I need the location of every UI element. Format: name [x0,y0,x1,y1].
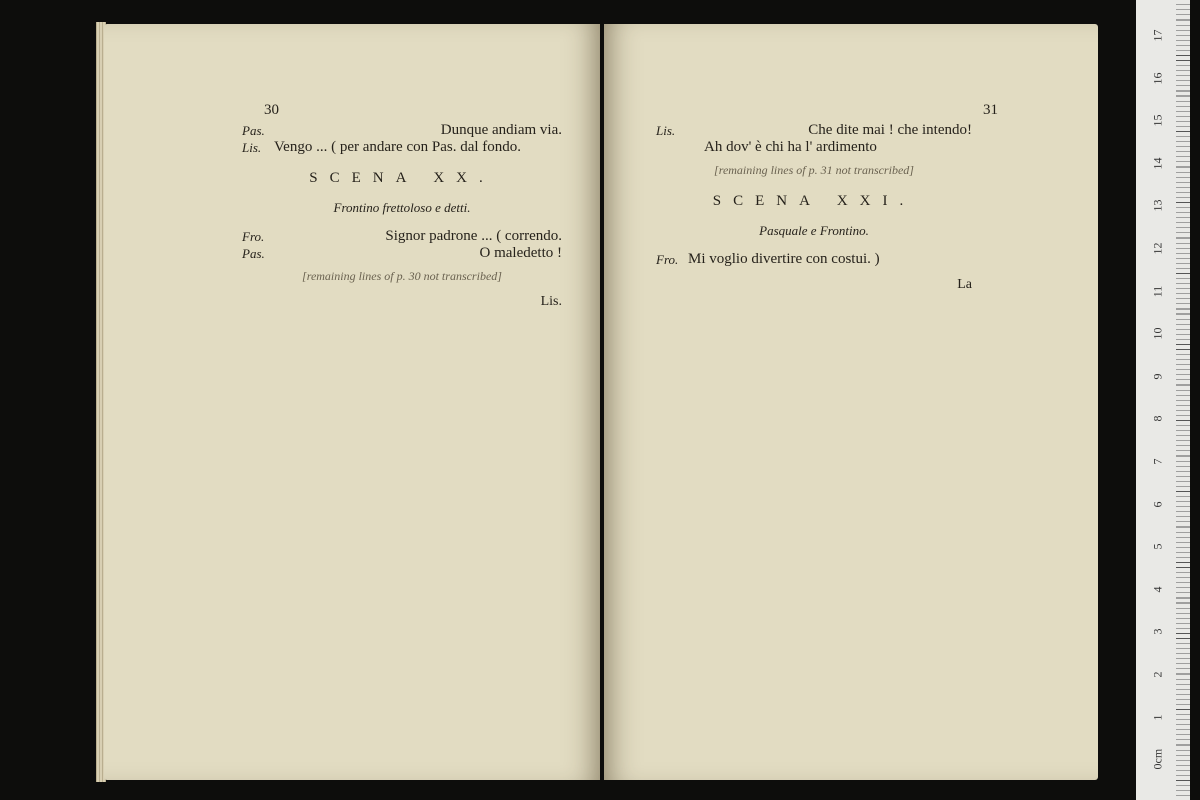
scene-heading: SCENA XXI. [712,193,916,209]
catchword: La [957,277,972,292]
ruler-label: 3 [1150,628,1165,635]
ruler-label: 10 [1150,327,1165,340]
ruler-label: 13 [1150,199,1165,212]
open-book [96,18,1106,786]
dialogue-line: Ah dov' è chi ha l' ardimento [704,139,877,155]
ruler-label: 1 [1150,714,1165,721]
ruler-label: 16 [1150,72,1165,85]
ruler-label: 4 [1150,586,1165,593]
page-text [242,122,562,310]
omission-note: [remaining lines of p. 31 not transcribed] [714,163,914,177]
dialogue-line: Fro. Signor padrone ... ( correndo. [242,228,562,244]
dialogue-line: Lis. Vengo ... ( per andare con Pas. dal fondo. [242,139,522,155]
ruler-label: 5 [1150,543,1165,550]
ruler-label: 12 [1150,242,1165,255]
ruler-label: 6 [1150,501,1165,508]
page-text [656,122,972,293]
measuring-ruler [1136,0,1190,800]
right-page [604,24,1098,780]
dialogue-line: Pas. O maledetto ! [242,245,562,261]
ruler-label: 14 [1150,157,1165,170]
dialogue-line: Fro. Mi voglio divertire con costui. ) [656,251,880,267]
page-number: 31 [983,102,998,118]
ruler-label: 17 [1150,29,1165,42]
catchword: Lis. [540,294,562,309]
ruler-label: 7 [1150,458,1165,465]
ruler-label: 15 [1150,114,1165,127]
scene-persons: Pasquale e Frontino. [759,223,869,238]
left-page [104,24,600,780]
scene-persons: Frontino frettoloso e detti. [333,200,471,215]
ruler-label: 11 [1150,285,1165,297]
scene-heading: SCENA XX. [309,170,495,186]
ruler-label: 2 [1150,671,1165,678]
dialogue-line: Lis. Che dite mai ! che intendo! [656,122,972,138]
ruler-label: 8 [1150,415,1165,422]
dialogue-line: Pas. Dunque andiam via. [242,122,562,138]
ruler-label: 9 [1150,373,1165,380]
ruler-label: 0cm [1150,749,1165,770]
omission-note: [remaining lines of p. 30 not transcribed] [302,269,502,283]
page-number: 30 [264,102,279,118]
